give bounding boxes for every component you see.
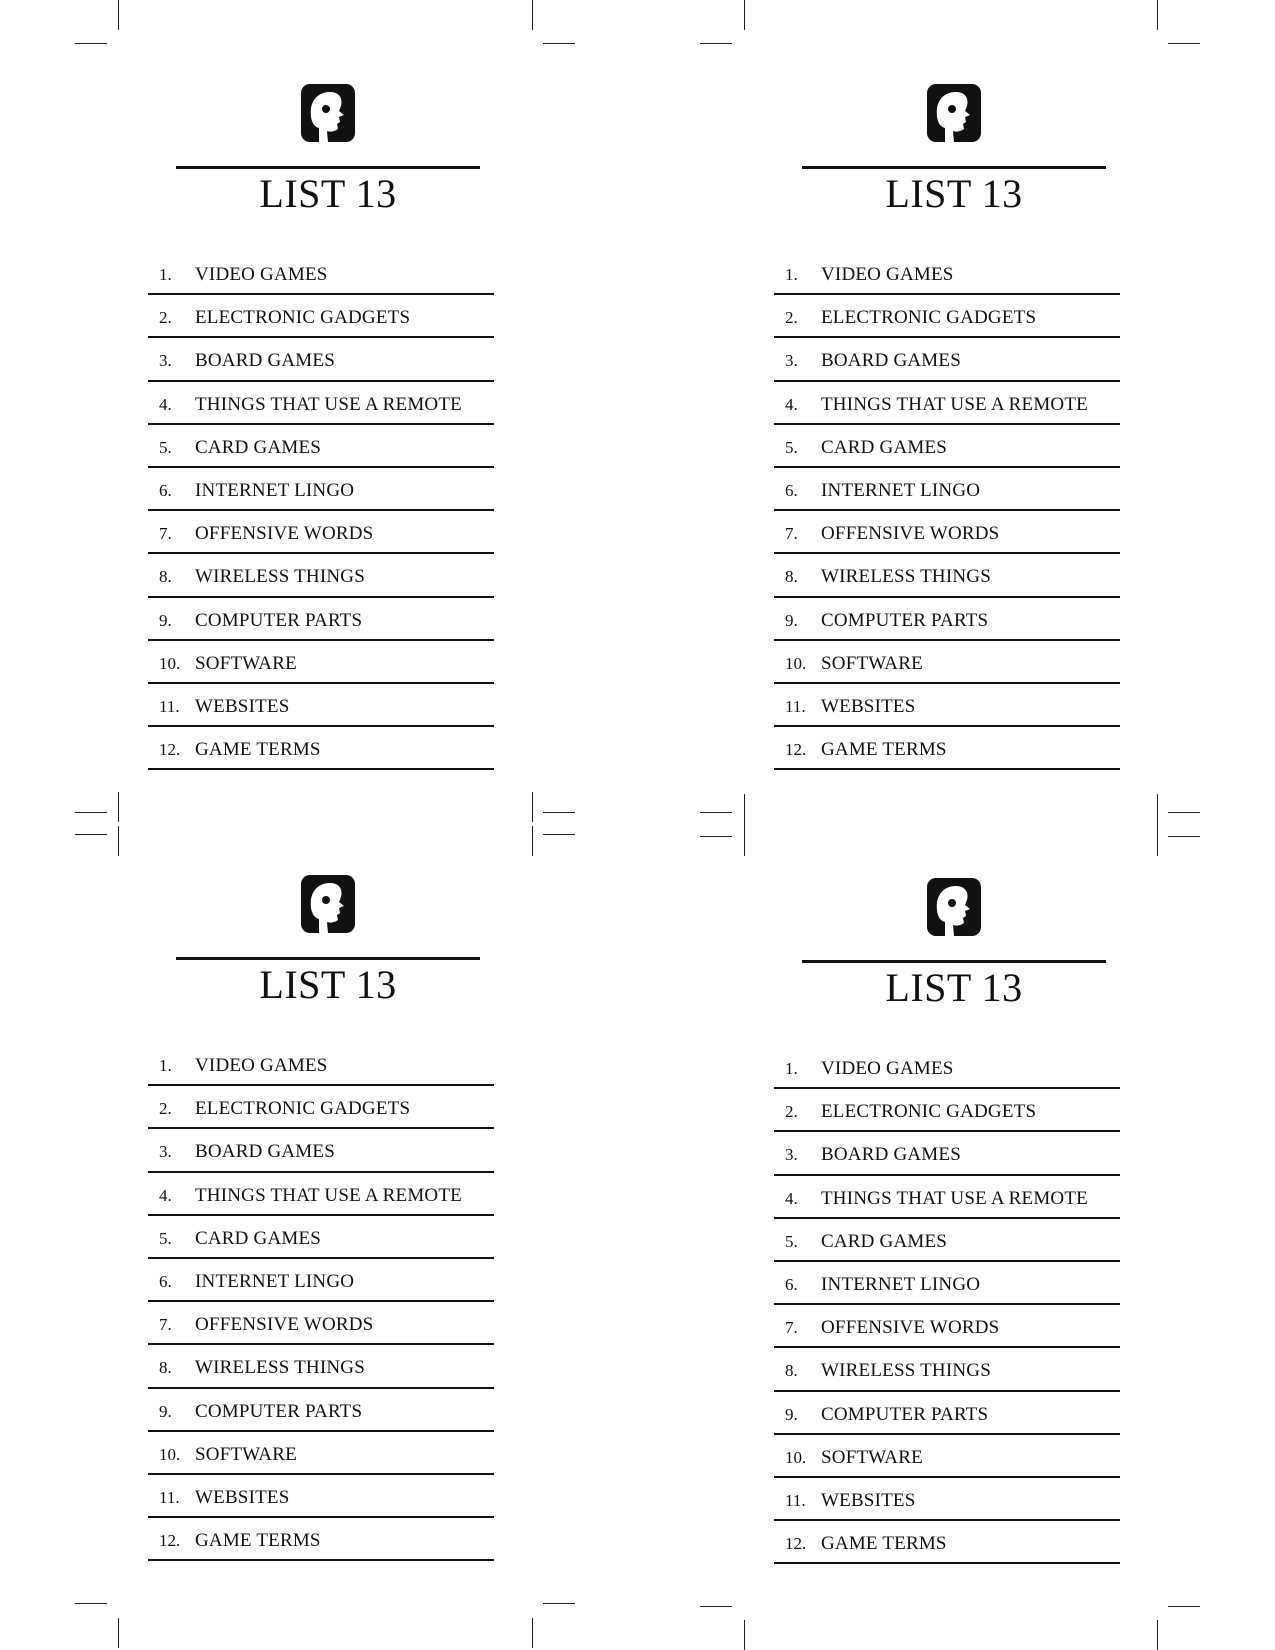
item-number: 2.: [159, 308, 172, 328]
item-label: WIRELESS THINGS: [195, 566, 365, 588]
list-card: [148, 84, 498, 774]
list-item: [774, 641, 1120, 684]
item-number: 7.: [159, 524, 172, 544]
item-label: BOARD GAMES: [821, 1144, 961, 1166]
item-number: 10.: [159, 1444, 181, 1464]
item-number: 5.: [159, 1228, 172, 1248]
item-label: INTERNET LINGO: [821, 479, 981, 501]
list-item: [774, 1521, 1120, 1564]
item-number: 4.: [159, 1185, 172, 1205]
item-number: 10.: [785, 653, 807, 673]
crop-mark: [1168, 812, 1200, 813]
crop-mark: [75, 43, 107, 44]
card-title: LIST 13: [885, 171, 1023, 216]
item-label: BOARD GAMES: [195, 1141, 335, 1163]
item-label: GAME TERMS: [821, 739, 947, 761]
item-label: CARD GAMES: [195, 1227, 322, 1249]
card-title: LIST 13: [885, 965, 1023, 1010]
item-label: OFFENSIVE WORDS: [821, 1317, 1000, 1339]
crop-mark: [532, 1618, 533, 1648]
item-label: INTERNET LINGO: [195, 479, 355, 501]
list-item: [774, 1176, 1120, 1219]
face-logo-icon: [301, 84, 355, 142]
item-number: 8.: [785, 567, 798, 587]
list-item: [774, 1392, 1120, 1435]
item-number: 9.: [159, 1401, 172, 1421]
list-item: [774, 425, 1120, 468]
face-logo-icon: [927, 878, 981, 936]
crop-mark: [532, 826, 533, 856]
item-number: 2.: [785, 1102, 798, 1122]
item-label: SOFTWARE: [821, 1446, 923, 1468]
list-item: [774, 554, 1120, 597]
crop-mark: [700, 43, 732, 44]
item-number: 6.: [159, 480, 172, 500]
item-number: 1.: [159, 265, 172, 284]
item-label: VIDEO GAMES: [821, 1058, 954, 1079]
item-label: GAME TERMS: [195, 739, 321, 761]
face-logo-icon: [301, 875, 355, 933]
item-number: 9.: [785, 610, 798, 630]
item-label: OFFENSIVE WORDS: [195, 523, 374, 545]
list-item: [148, 554, 494, 597]
crop-mark: [1157, 1620, 1158, 1650]
item-number: 7.: [785, 1318, 798, 1338]
list-item: [148, 684, 494, 727]
item-number: 4.: [785, 394, 798, 414]
item-label: THINGS THAT USE A REMOTE: [195, 393, 462, 415]
crop-mark: [118, 826, 119, 856]
crop-mark: [1168, 1606, 1200, 1607]
list-item: [774, 598, 1120, 641]
list-item: [774, 1478, 1120, 1521]
item-number: 12.: [159, 1531, 181, 1551]
item-label: THINGS THAT USE A REMOTE: [195, 1184, 462, 1206]
list-item: [774, 1305, 1120, 1348]
item-number: 2.: [785, 308, 798, 328]
item-label: WIRELESS THINGS: [821, 1360, 991, 1382]
list-item: [774, 1046, 1120, 1089]
item-label: WEBSITES: [195, 1486, 290, 1508]
crop-mark: [75, 834, 107, 835]
list-item: [148, 252, 494, 295]
item-label: VIDEO GAMES: [195, 264, 328, 285]
item-number: 5.: [785, 1231, 798, 1251]
item-label: BOARD GAMES: [195, 350, 335, 372]
item-number: 5.: [159, 437, 172, 457]
crop-mark: [744, 794, 745, 856]
list-item: [774, 1435, 1120, 1478]
item-number: 11.: [785, 1490, 806, 1510]
list-item: [148, 641, 494, 684]
item-label: INTERNET LINGO: [195, 1270, 355, 1292]
item-number: 4.: [785, 1188, 798, 1208]
list-item: [148, 1432, 494, 1475]
list-item: [774, 684, 1120, 727]
item-number: 6.: [159, 1271, 172, 1291]
item-label: SOFTWARE: [195, 652, 297, 674]
item-label: COMPUTER PARTS: [821, 1403, 989, 1425]
crop-mark: [744, 1620, 745, 1650]
item-number: 12.: [785, 740, 807, 760]
list-item: [774, 295, 1120, 338]
crop-mark: [700, 1606, 732, 1607]
item-number: 3.: [785, 1145, 798, 1165]
item-number: 9.: [159, 610, 172, 630]
list-item: [148, 1518, 494, 1561]
crop-mark: [1157, 794, 1158, 856]
item-label: ELECTRONIC GADGETS: [821, 307, 1037, 329]
item-number: 5.: [785, 437, 798, 457]
item-label: VIDEO GAMES: [821, 264, 954, 285]
item-number: 7.: [159, 1315, 172, 1335]
item-label: THINGS THAT USE A REMOTE: [821, 1187, 1088, 1209]
category-list: [774, 252, 1120, 770]
crop-mark: [744, 0, 745, 30]
crop-mark: [118, 792, 119, 822]
card-title: LIST 13: [259, 171, 397, 216]
item-label: THINGS THAT USE A REMOTE: [821, 393, 1088, 415]
item-label: SOFTWARE: [821, 652, 923, 674]
item-number: 7.: [785, 524, 798, 544]
list-item: [774, 727, 1120, 770]
item-number: 1.: [785, 1059, 798, 1078]
list-item: [774, 252, 1120, 295]
item-label: WEBSITES: [195, 695, 290, 717]
crop-mark: [543, 812, 575, 813]
item-number: 6.: [785, 480, 798, 500]
item-label: GAME TERMS: [821, 1533, 947, 1555]
list-item: [774, 382, 1120, 425]
item-number: 12.: [785, 1534, 807, 1554]
item-label: CARD GAMES: [821, 436, 948, 458]
item-number: 11.: [785, 696, 806, 716]
crop-mark: [1157, 0, 1158, 30]
crop-mark: [1168, 43, 1200, 44]
list-item: [774, 1348, 1120, 1391]
item-number: 10.: [159, 653, 181, 673]
title-rule: [176, 166, 480, 169]
title-rule: [802, 960, 1106, 963]
list-item: [148, 295, 494, 338]
item-number: 10.: [785, 1447, 807, 1467]
list-item: [148, 1043, 494, 1086]
item-label: GAME TERMS: [195, 1530, 321, 1552]
list-card: [774, 84, 1124, 774]
item-label: OFFENSIVE WORDS: [821, 523, 1000, 545]
list-item: [148, 598, 494, 641]
item-label: INTERNET LINGO: [821, 1273, 981, 1295]
item-label: OFFENSIVE WORDS: [195, 1314, 374, 1336]
list-item: [148, 1389, 494, 1432]
list-item: [774, 1219, 1120, 1262]
card-title: LIST 13: [259, 962, 397, 1007]
list-item: [148, 1475, 494, 1518]
item-label: ELECTRONIC GADGETS: [195, 1098, 411, 1120]
list-card: [148, 875, 498, 1565]
list-item: [148, 382, 494, 425]
item-number: 3.: [785, 351, 798, 371]
item-label: WEBSITES: [821, 695, 916, 717]
item-number: 8.: [785, 1361, 798, 1381]
list-item: [148, 1129, 494, 1172]
crop-mark: [543, 43, 575, 44]
list-item: [148, 425, 494, 468]
list-item: [774, 511, 1120, 554]
crop-mark: [1168, 836, 1200, 837]
item-number: 12.: [159, 740, 181, 760]
category-list: [148, 252, 494, 770]
item-number: 1.: [785, 265, 798, 284]
item-number: 1.: [159, 1056, 172, 1075]
item-label: COMPUTER PARTS: [195, 609, 363, 631]
item-label: ELECTRONIC GADGETS: [821, 1101, 1037, 1123]
item-number: 2.: [159, 1099, 172, 1119]
item-number: 11.: [159, 696, 180, 716]
list-item: [148, 468, 494, 511]
crop-mark: [75, 1603, 107, 1604]
item-label: BOARD GAMES: [821, 350, 961, 372]
crop-mark: [75, 812, 107, 813]
crop-mark: [543, 834, 575, 835]
item-number: 3.: [159, 1142, 172, 1162]
list-item: [148, 1086, 494, 1129]
list-item: [148, 1173, 494, 1216]
item-label: ELECTRONIC GADGETS: [195, 307, 411, 329]
list-item: [148, 511, 494, 554]
list-item: [148, 1216, 494, 1259]
list-item: [774, 338, 1120, 381]
item-label: CARD GAMES: [195, 436, 322, 458]
item-number: 8.: [159, 567, 172, 587]
item-label: SOFTWARE: [195, 1443, 297, 1465]
list-item: [148, 1259, 494, 1302]
crop-mark: [118, 1618, 119, 1648]
list-item: [148, 1302, 494, 1345]
crop-mark: [532, 0, 533, 30]
item-number: 6.: [785, 1274, 798, 1294]
title-rule: [176, 957, 480, 960]
list-item: [148, 338, 494, 381]
list-item: [148, 1345, 494, 1388]
crop-mark: [700, 812, 732, 813]
item-number: 8.: [159, 1358, 172, 1378]
crop-mark: [543, 1603, 575, 1604]
crop-mark: [532, 792, 533, 822]
list-item: [774, 468, 1120, 511]
item-number: 11.: [159, 1487, 180, 1507]
list-item: [774, 1132, 1120, 1175]
category-list: [774, 1046, 1120, 1564]
list-card: [774, 878, 1124, 1568]
item-number: 4.: [159, 394, 172, 414]
item-number: 3.: [159, 351, 172, 371]
item-label: WIRELESS THINGS: [195, 1357, 365, 1379]
title-rule: [802, 166, 1106, 169]
face-logo-icon: [927, 84, 981, 142]
item-label: WIRELESS THINGS: [821, 566, 991, 588]
item-number: 9.: [785, 1404, 798, 1424]
item-label: COMPUTER PARTS: [821, 609, 989, 631]
item-label: CARD GAMES: [821, 1230, 948, 1252]
list-item: [148, 727, 494, 770]
category-list: [148, 1043, 494, 1561]
crop-mark: [700, 836, 732, 837]
item-label: WEBSITES: [821, 1489, 916, 1511]
list-item: [774, 1089, 1120, 1132]
list-item: [774, 1262, 1120, 1305]
item-label: COMPUTER PARTS: [195, 1400, 363, 1422]
item-label: VIDEO GAMES: [195, 1055, 328, 1076]
crop-mark: [118, 0, 119, 30]
